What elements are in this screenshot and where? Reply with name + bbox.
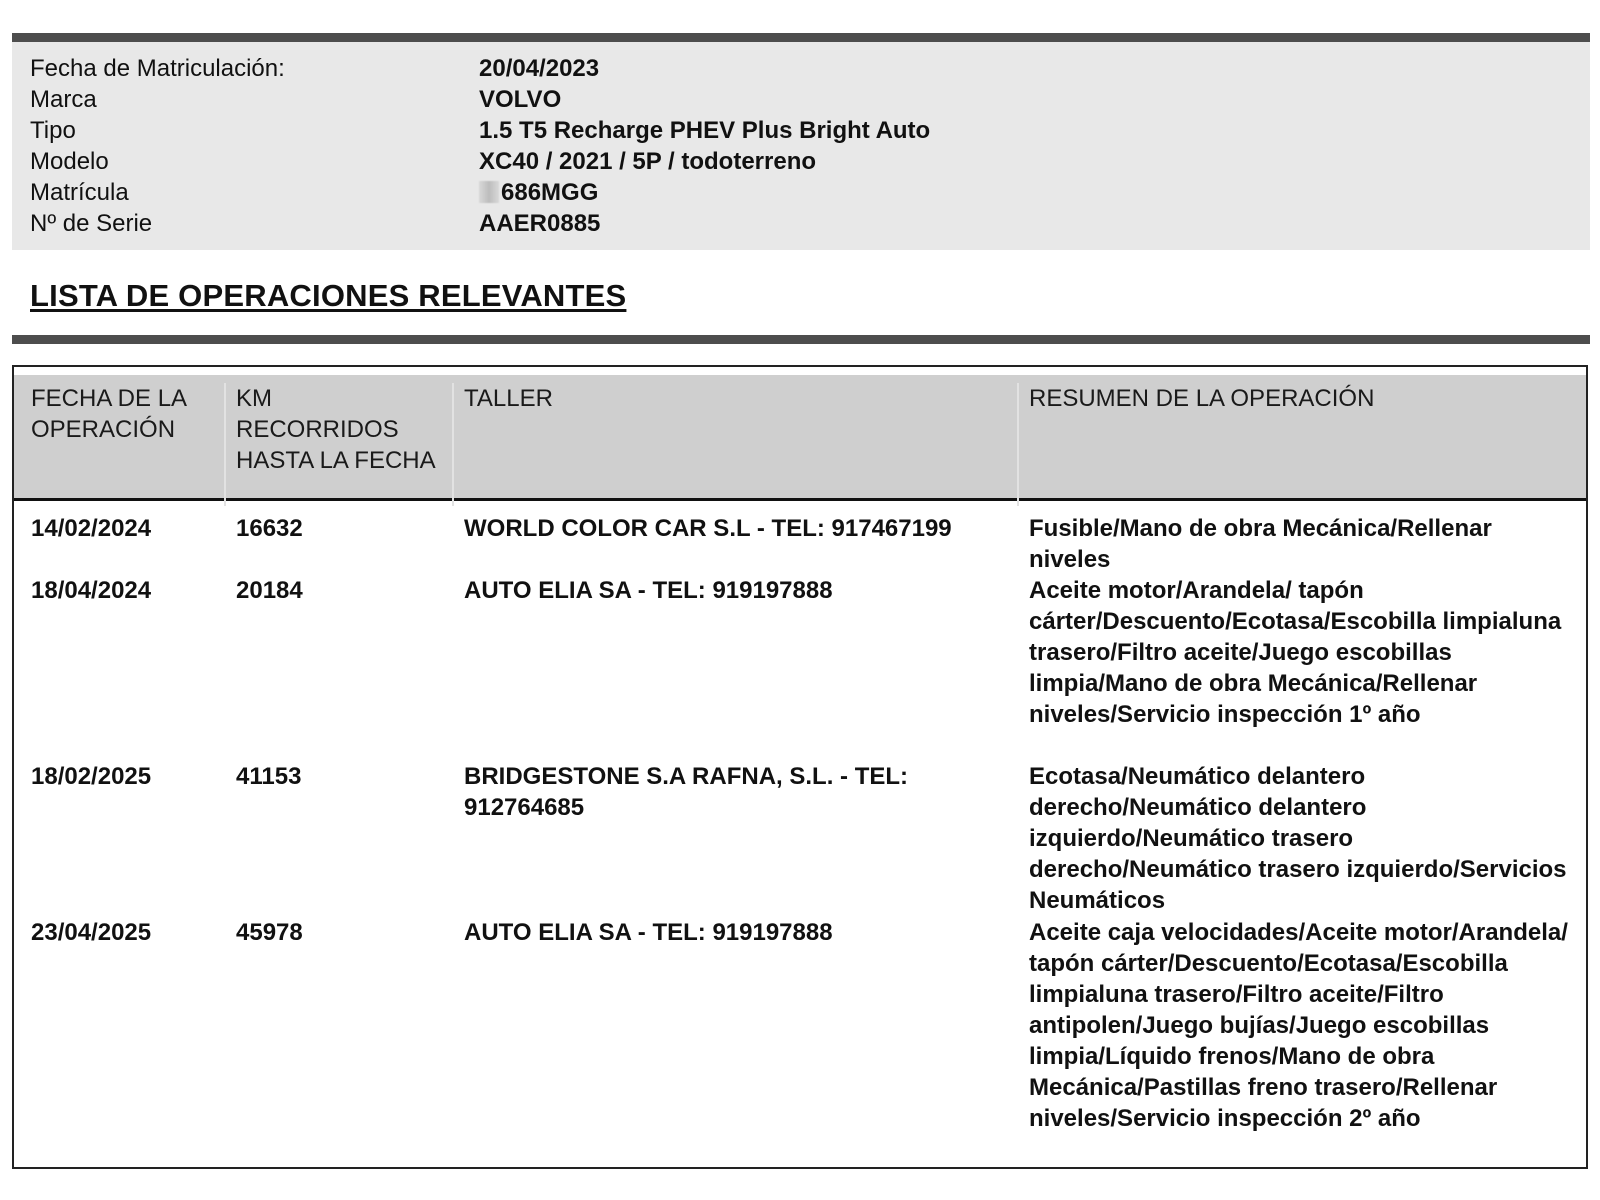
vehicle-info-panel <box>12 42 1590 250</box>
header-workshop: TALLER <box>464 385 553 412</box>
redaction-blur <box>479 181 499 203</box>
operation-summary: Aceite motor/Arandela/ tapón cárter/Descuento/Ecotasa/Escobilla limpialuna trasero/Filtro aceite/Juego escobillas limpia/Mano de obra Mecánica/Rellenar niveles/Servicio inspección 1º año <box>1029 577 1562 728</box>
serial-label: Nº de Serie <box>30 210 153 237</box>
registration-date-label: Fecha de Matriculación: <box>30 55 285 82</box>
header-column-separator <box>452 383 454 506</box>
operation-km: 16632 <box>236 515 303 542</box>
operations-table <box>12 365 1588 1169</box>
model-label: Modelo <box>30 148 109 175</box>
table-row <box>14 575 1586 761</box>
brand-value: VOLVO <box>479 86 562 113</box>
operation-date: 23/04/2025 <box>31 919 152 946</box>
top-divider <box>12 33 1590 42</box>
plate-value-wrap <box>479 177 598 208</box>
header-summary: RESUMEN DE LA OPERACIÓN <box>1029 385 1375 412</box>
operation-date: 18/02/2025 <box>31 763 152 790</box>
section-title: LISTA DE OPERACIONES RELEVANTES <box>30 278 627 313</box>
header-km: KM RECORRIDOS HASTA LA FECHA <box>236 385 436 474</box>
operation-summary: Ecotasa/Neumático delantero derecho/Neumático delantero izquierdo/Neumático trasero derecho/Neumático trasero izquierdo/Servicios Neumáticos <box>1029 763 1567 914</box>
operation-date: 18/04/2024 <box>31 577 152 604</box>
header-column-separator <box>1017 383 1019 506</box>
operation-workshop: AUTO ELIA SA - TEL: 919197888 <box>464 577 833 604</box>
operation-workshop: AUTO ELIA SA - TEL: 919197888 <box>464 919 833 946</box>
plate-value: 686MGG <box>501 179 599 206</box>
table-header <box>14 375 1586 501</box>
section-divider <box>12 335 1590 344</box>
operation-km: 41153 <box>236 763 302 790</box>
registration-date-value: 20/04/2023 <box>479 55 600 82</box>
operation-workshop: WORLD COLOR CAR S.L - TEL: 917467199 <box>464 515 952 542</box>
operation-date: 14/02/2024 <box>31 515 152 542</box>
table-row <box>14 761 1586 917</box>
operation-workshop: BRIDGESTONE S.A RAFNA, S.L. - TEL: 912764685 <box>464 763 909 821</box>
header-date: FECHA DE LA OPERACIÓN <box>31 385 186 443</box>
serial-value: AAER0885 <box>479 210 601 237</box>
type-label: Tipo <box>30 117 76 144</box>
model-value: XC40 / 2021 / 5P / todoterreno <box>479 148 817 175</box>
operation-km: 20184 <box>236 577 303 604</box>
table-body <box>14 513 1586 1167</box>
plate-label: Matrícula <box>30 179 129 206</box>
type-value: 1.5 T5 Recharge PHEV Plus Bright Auto <box>479 117 931 144</box>
operation-km: 45978 <box>236 919 303 946</box>
table-row <box>14 513 1586 575</box>
brand-label: Marca <box>30 86 97 113</box>
table-row <box>14 917 1586 1167</box>
operation-summary: Aceite caja velocidades/Aceite motor/Arandela/ tapón cárter/Descuento/Ecotasa/Escobilla limpialuna trasero/Filtro aceite/Filtro antipolen/Juego bujías/Juego escobillas limpia/Líquido frenos/Mano de obra Mecánica/Pastillas freno trasero/Rellenar niveles/Servicio inspección 2º año <box>1029 919 1568 1132</box>
operation-summary: Fusible/Mano de obra Mecánica/Rellenar niveles <box>1029 515 1492 573</box>
header-column-separator <box>224 383 226 506</box>
